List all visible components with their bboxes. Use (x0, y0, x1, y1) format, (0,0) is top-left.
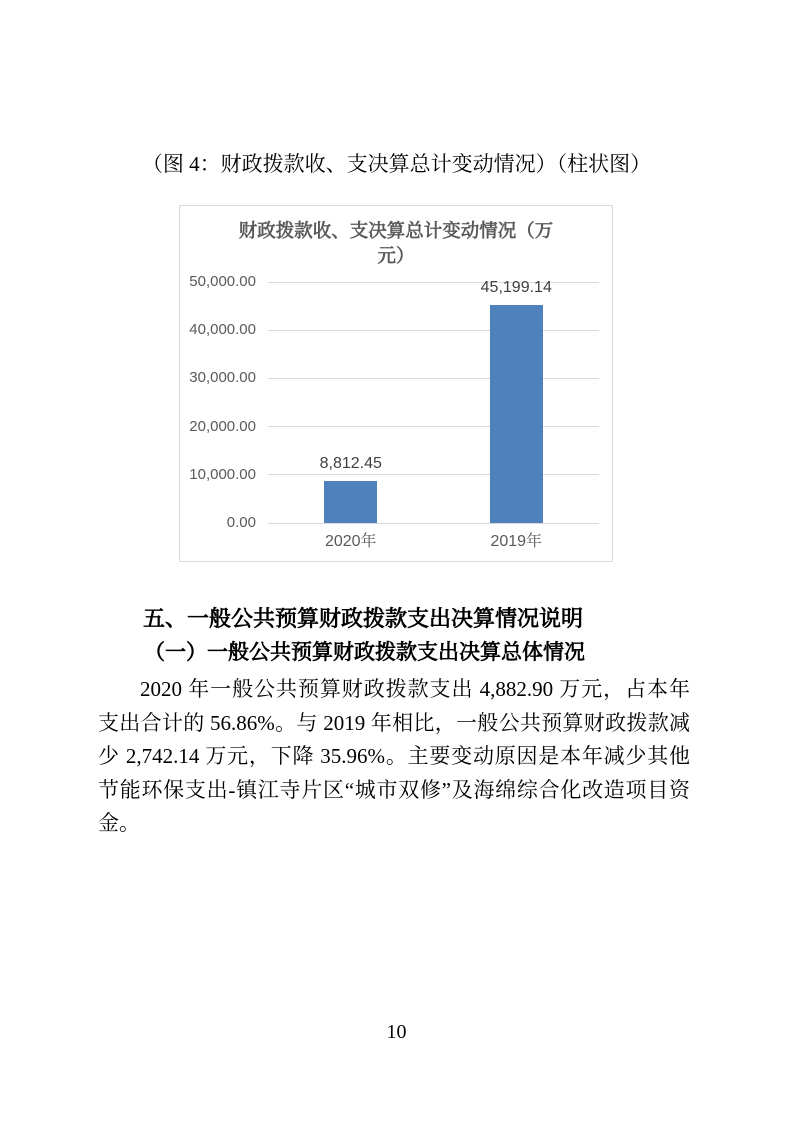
gridline (268, 426, 599, 427)
figure-caption: （图 4：财政拨款收、支决算总计变动情况）（柱状图） (141, 152, 652, 176)
chart-title: 财政拨款收、支决算总计变动情况（万元） (238, 222, 554, 267)
y-tick-label: 50,000.00 (189, 273, 256, 290)
gridline (268, 330, 599, 331)
bar-2019年 (490, 305, 543, 523)
y-tick-label: 40,000.00 (189, 321, 256, 339)
page-number: 10 (386, 1021, 407, 1043)
plot-area (268, 279, 599, 550)
bar-value-label: 8,812.45 (319, 454, 382, 472)
bar-2020年 (324, 481, 377, 523)
gridline (268, 474, 599, 475)
y-axis-labels (180, 273, 260, 531)
y-tick-label: 30,000.00 (189, 369, 256, 387)
x-category-label: 2020年 (324, 533, 377, 550)
bar-chart (179, 205, 613, 562)
y-tick-label: 0.00 (226, 514, 256, 531)
y-tick-label: 20,000.00 (189, 417, 256, 435)
body-paragraph: 2020 年一般公共预算财政拨款支出 4,882.90 万元，占本年支出合计的 56.86%。与 2019 年相比，一般公共预算财政拨款减少 2,742.14 万元，下降 35.96%。主要变动原因是本年减少其他节能环保支出-镇江寺片区“城市双修”及海绵综合化改造项目资金。 (98, 677, 690, 835)
y-tick-label: 10,000.00 (189, 465, 256, 483)
section-heading: 五、一般公共预算财政拨款支出决算情况说明 (143, 606, 584, 631)
gridline (268, 378, 599, 379)
x-category-label: 2019年 (490, 533, 543, 550)
bar-value-label: 45,199.14 (480, 279, 552, 297)
subsection-heading: （一）一般公共预算财政拨款支出决算总体情况 (144, 640, 585, 664)
gridline (268, 523, 599, 524)
